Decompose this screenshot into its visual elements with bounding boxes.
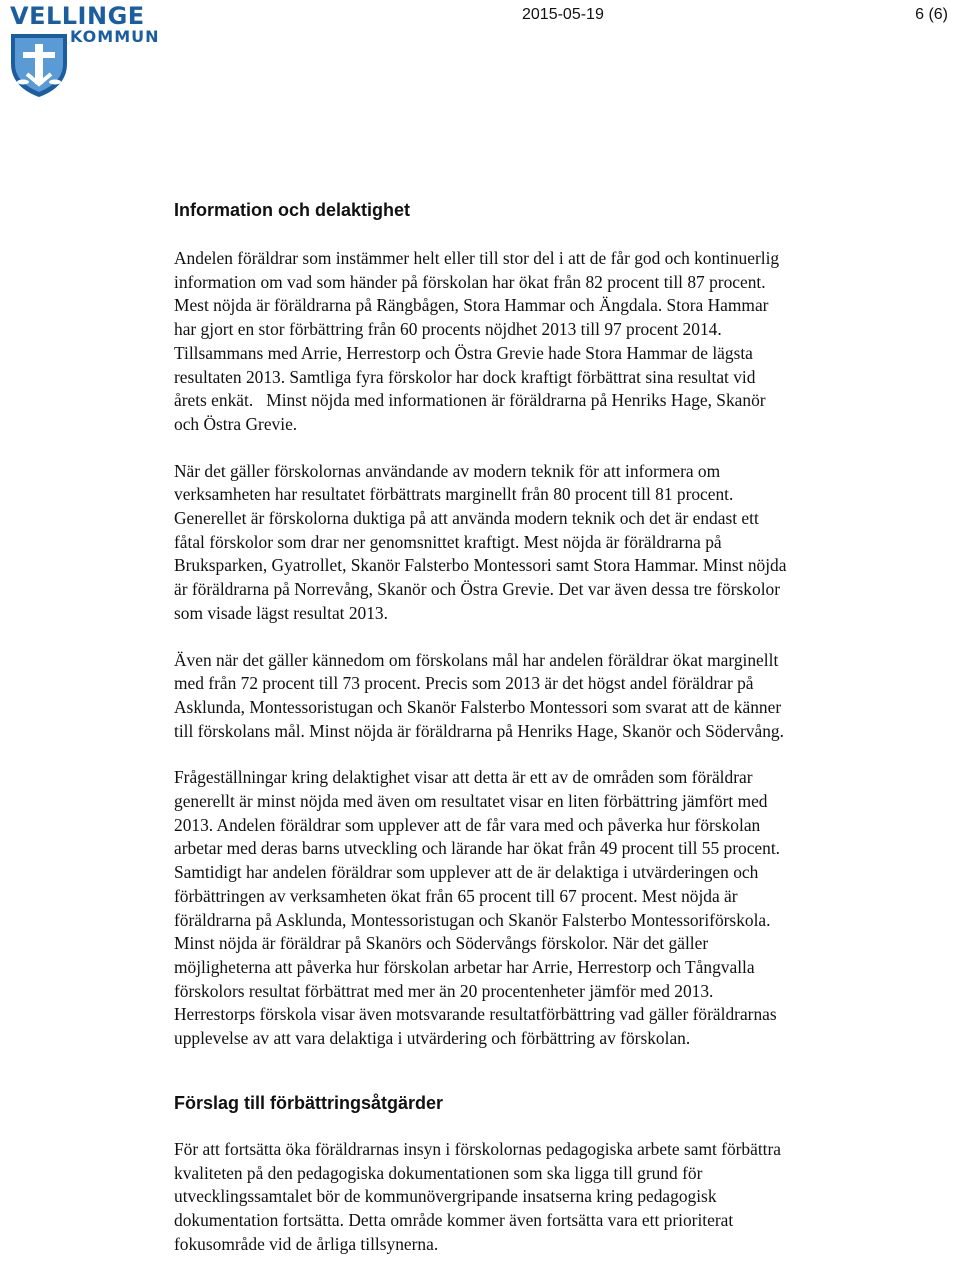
municipality-logo: [8, 2, 168, 98]
text-line: utvecklingssamtalet bör de kommunövergripande insatserna kring pedagogisk: [174, 1186, 717, 1207]
text-line: Andelen föräldrar som instämmer helt eller till stor del i att de får god och kontinuerlig: [174, 248, 780, 268]
text-line: Minst nöjda är föräldrar på Skanörs och Södervångs förskolor. När det gäller: [174, 933, 709, 954]
document-date: 2015-05-19: [522, 6, 604, 23]
logo-subword: KOMMUN: [70, 27, 160, 46]
text-line: resultaten 2013. Samtliga fyra förskolor har dock kraftigt förbättrat sina resultat vid: [174, 366, 756, 387]
text-line: kvaliteten på den pedagogiska dokumentationen som ska ligga till grund för: [174, 1162, 703, 1183]
text-line: som visade lägst resultat 2013.: [174, 602, 388, 623]
text-line: För att fortsätta öka föräldrarnas insyn i förskolornas pedagogiska arbete samt förbättra: [174, 1138, 782, 1159]
document-body: [174, 196, 894, 1256]
text-line: arbetar med deras barns utveckling och lärande har ökat från 49 procent till 55 procent.: [174, 838, 781, 859]
text-line: Mest nöjda är föräldrarna på Rängbågen, Stora Hammar och Ängdala. Stora Hammar: [174, 295, 769, 316]
paragraph: [174, 1138, 894, 1257]
text-line: Bruksparken, Gyatrollet, Skanör Falsterbo Montessori samt Stora Hammar. Minst nöjda: [174, 555, 787, 576]
text-line: verksamheten har resultatet förbättrats marginellt från 80 procent till 81 procent.: [174, 484, 734, 505]
text-line: information om vad som händer på förskolan har ökat från 82 procent till 87 procent.: [174, 271, 766, 292]
text-line: möjligheterna att påverka hur förskolan arbetar har Arrie, Herrestorp och Tångvalla: [174, 956, 755, 977]
text-line: förskolors resultat förbättrat med mer än 20 procentenheter jämför med 2013.: [174, 980, 714, 1001]
text-line: och Östra Grevie.: [174, 413, 298, 434]
text-line: årets enkät. Minst nöjda med informationen är föräldrarna på Henriks Hage, Skanör: [174, 390, 766, 411]
paragraph: [174, 460, 894, 626]
paragraph: [174, 247, 894, 437]
text-line: Frågeställningar kring delaktighet visar att detta är ett av de områden som föräldrar: [174, 767, 753, 788]
text-line: Även när det gäller kännedom om förskolans mål har andelen föräldrar ökat marginellt: [174, 649, 779, 670]
section-heading: Information och delaktighet: [174, 200, 411, 220]
text-line: Asklunda, Montessoristugan och Skanör Falsterbo Montessori som svarat att de känner: [174, 696, 782, 717]
text-line: föräldrarna på Asklunda, Montessoristugan och Skanör Falsterbo Montessoriförskola.: [174, 909, 771, 930]
paragraph: [174, 766, 894, 1050]
text-line: dokumentation fortsätta. Detta område kommer även fortsätta vara ett prioriterat: [174, 1209, 734, 1230]
text-line: upplevelse av att vara delaktiga i utvärdering och förbättring av förskolan.: [174, 1028, 691, 1049]
text-line: generellt är minst nöjda med även om resultatet visar en liten förbättring jämfört med: [174, 791, 768, 812]
logo-wordmark: VELLINGE: [10, 2, 145, 30]
text-line: Generellet är förskolorna duktiga på att använda modern teknik och det är endast ett: [174, 508, 759, 529]
text-line: förbättringen av verksamheten ökat från 65 procent till 67 procent. Mest nöjda är: [174, 885, 738, 906]
text-line: 2013. Andelen föräldrar som upplever att de får vara med och påverka hur förskolan: [174, 814, 761, 835]
text-line: Samtidigt har andelen föräldrar som upplever att de är delaktiga i utvärderingen och: [174, 862, 759, 883]
text-line: är föräldrarna på Norrevång, Skanör och Östra Grevie. Det var även dessa tre förskolor: [174, 579, 781, 600]
section-heading: Förslag till förbättringsåtgärder: [174, 1092, 444, 1113]
text-line: När det gäller förskolornas användande av modern teknik för att informera om: [174, 460, 721, 481]
text-line: fokusområde vid de årliga tillsynerna.: [174, 1233, 439, 1254]
text-line: fåtal förskolor som drar ner genomsnittet kraftigt. Mest nöjda är föräldrarna på: [174, 531, 722, 552]
text-line: till förskolans mål. Minst nöjda är föräldrarna på Henriks Hage, Skanör och Södervång.: [174, 720, 784, 741]
text-line: har gjort en stor förbättring från 60 procents nöjdhet 2013 till 97 procent 2014.: [174, 319, 722, 340]
text-line: Tillsammans med Arrie, Herrestorp och Östra Grevie hade Stora Hammar de lägsta: [174, 342, 753, 363]
text-line: med från 72 procent till 73 procent. Precis som 2013 är det högst andel föräldrar på: [174, 673, 754, 694]
paragraph: [174, 649, 894, 744]
text-line: Herrestorps förskola visar även motsvarande resultatförbättring vad gäller föräldrarnas: [174, 1004, 777, 1025]
coat-of-arms-icon: [9, 30, 69, 98]
page-number: 6 (6): [915, 6, 948, 23]
